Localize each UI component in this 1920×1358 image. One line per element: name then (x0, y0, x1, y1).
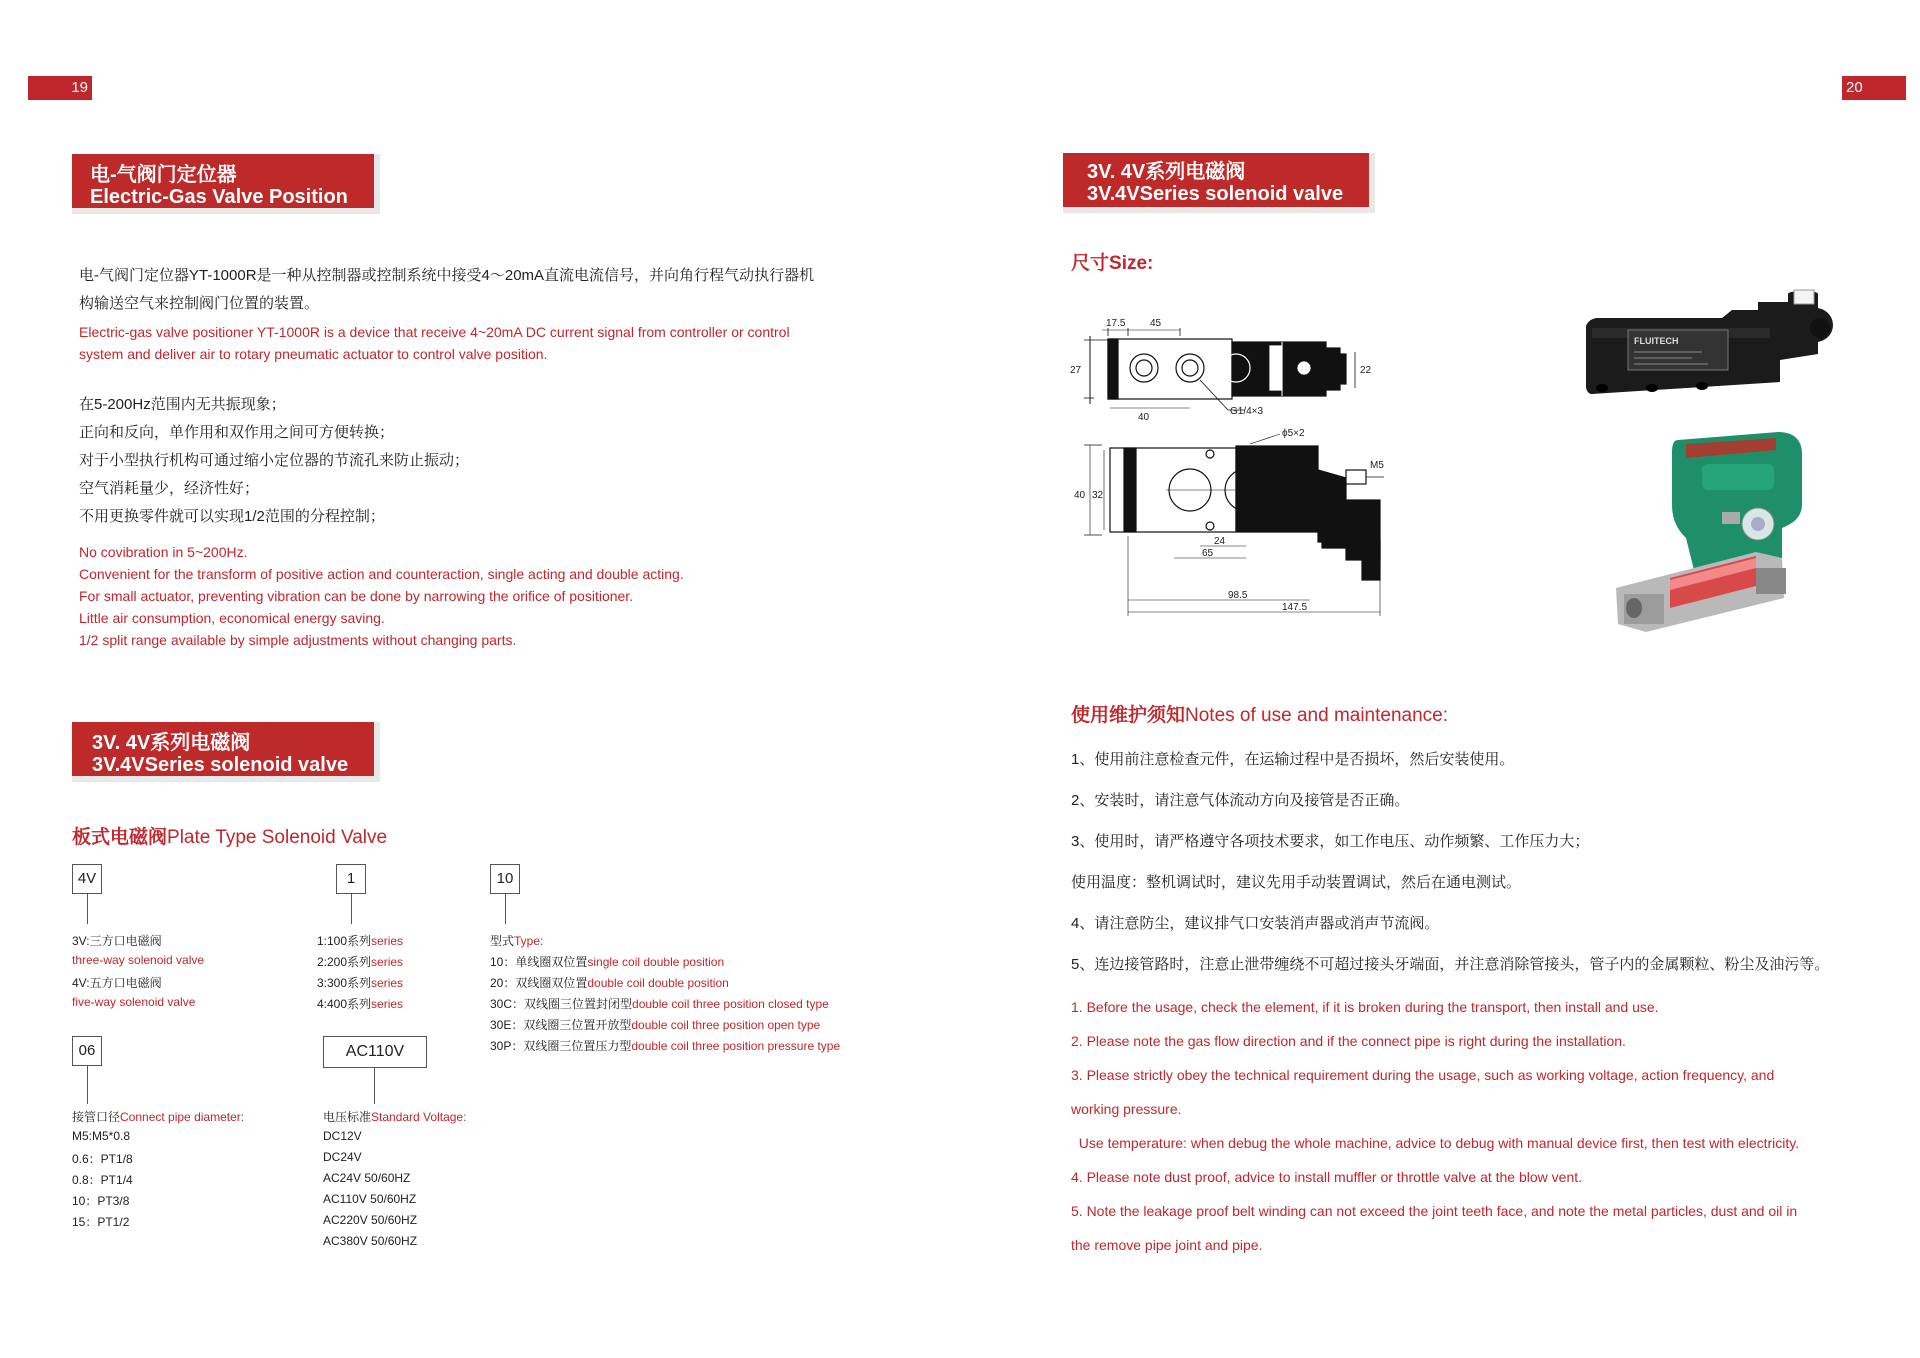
pipe-diameter-title: 接管口径Connect pipe diameter: (72, 1110, 245, 1124)
series-size-item: 1:100系列series (317, 934, 404, 948)
note-en-item: the remove pipe joint and pipe. (1071, 1237, 1263, 1253)
dim-label: 65 (1202, 548, 1214, 559)
dim-label: 45 (1150, 318, 1162, 329)
intro-cn-line: 构输送空气来控制阀门位置的装置。 (79, 295, 320, 312)
note-en-item: 5. Note the leakage proof belt winding can not exceed the joint teeth face, and note the metal particles, dust and oil in (1071, 1203, 1798, 1219)
feature-en-item: For small actuator, preventing vibration can be done by narrowing the orifice of positioner. (79, 588, 634, 604)
feature-en-item: No covibration in 5~200Hz. (79, 544, 248, 560)
feature-cn-item: 对于小型执行机构可通过缩小定位器的节流孔来防止振动； (79, 452, 470, 469)
note-en-item: 2. Please note the gas flow direction and if the connect pipe is right during the installation. (1071, 1033, 1626, 1049)
voltage-item: AC220V 50/60HZ (323, 1213, 418, 1227)
feature-cn-item: 正向和反向，单作用和双作用之间可方便转换； (79, 424, 395, 441)
series-size-item: 4:400系列series (317, 997, 404, 1011)
pipe-diameter-item: 10：PT3/8 (72, 1194, 130, 1208)
feature-en-item: 1/2 split range available by simple adjustments without changing parts. (79, 632, 517, 648)
section-header-electric-gas (72, 154, 380, 214)
notes-title-en: Notes of use and maintenance: (1185, 705, 1449, 726)
valve-type-item: 30C：双线圈三位置封闭型double coil three position closed type (490, 997, 829, 1011)
voltage-item: DC24V (323, 1150, 362, 1164)
valve-type-item: 10：单线圈双位置single coil double position (490, 955, 725, 969)
pipe-diameter-item: 0.6：PT1/8 (72, 1152, 133, 1166)
section-header-solenoid-left (72, 722, 380, 782)
dim-label: ϕ5×2 (1282, 428, 1305, 439)
note-cn-item: 使用温度：整机调试时，建议先用手动装置调试，然后在通电测试。 (1071, 874, 1522, 891)
page-number-left: 19 (28, 76, 92, 100)
note-cn-item: 2、安装时，请注意气体流动方向及接管是否正确。 (1071, 792, 1410, 809)
note-en-item: 1. Before the usage, check the element, if it is broken during the transport, then install and use. (1071, 999, 1659, 1015)
valve-type-title: 型式Type: (490, 934, 544, 948)
dimension-drawing (1070, 310, 1490, 620)
pipe-diameter-item: M5:M5*0.8 (72, 1129, 131, 1143)
dim-label: 22 (1360, 365, 1372, 376)
series-size-item: 2:200系列series (317, 955, 404, 969)
feature-en-item: Convenient for the transform of positive action and counteraction, single acting and double acting. (79, 566, 684, 582)
intro-en-line: Electric-gas valve positioner YT-1000R is a device that receive 4~20mA DC current signal from controller or control (79, 324, 790, 340)
dim-label: 40 (1074, 490, 1086, 501)
subtitle-en: Plate Type Solenoid Valve (167, 827, 388, 848)
top-view (1084, 328, 1355, 410)
valve-type-item: 20：双线圈双位置double coil double position (490, 976, 729, 990)
connector-line (87, 894, 88, 924)
dim-label: 32 (1092, 490, 1104, 501)
size-label-en: Size: (1109, 253, 1154, 274)
voltage-item: AC110V 50/60HZ (323, 1192, 417, 1206)
solenoid-valve-green-image (1606, 428, 1826, 640)
series-type-item: 4V:五方口电磁阀 (72, 976, 162, 990)
feature-en-item: Little air consumption, economical energy saving. (79, 610, 385, 626)
connector-line (374, 1068, 375, 1104)
section-header-solenoid-right (1063, 153, 1375, 213)
connector-line (505, 894, 506, 924)
voltage-item: AC24V 50/60HZ (323, 1171, 411, 1185)
section-title-cn: 3V. 4V系列电磁阀 (92, 732, 251, 754)
front-view (1084, 434, 1384, 616)
series-type-item: 3V:三方口电磁阀 (72, 934, 162, 948)
note-en-item: Use temperature: when debug the whole machine, advice to debug with manual device first, then test with electricity. (1071, 1135, 1800, 1151)
voltage-title: 电压标准Standard Voltage: (323, 1110, 467, 1124)
valve-type-item: 30E：双线圈三位置开放型double coil three position open type (490, 1018, 821, 1032)
code-box-valve-type: 10 (490, 864, 520, 894)
voltage-item: DC12V (323, 1129, 362, 1143)
section-title-en: 3V.4VSeries solenoid valve (92, 754, 349, 776)
code-box-pipe-diameter: 06 (72, 1036, 102, 1066)
section-title-cn: 3V. 4V系列电磁阀 (1087, 161, 1246, 183)
intro-en-line: system and deliver air to rotary pneumatic actuator to control valve position. (79, 346, 548, 362)
note-cn-item: 3、使用时，请严格遵守各项技术要求，如工作电压、动作频繁、工作压力大； (1071, 833, 1590, 850)
feature-cn-item: 不用更换零件就可以实现1/2范围的分程控制； (79, 508, 385, 525)
connector-line (87, 1066, 88, 1104)
dim-label: 98.5 (1228, 590, 1248, 601)
note-cn-item: 4、请注意防尘，建议排气口安装消声器或消声节流阀。 (1071, 915, 1440, 932)
note-en-item: working pressure. (1071, 1101, 1182, 1117)
code-box-voltage: AC110V (323, 1036, 427, 1068)
series-type-item: three-way solenoid valve (72, 953, 205, 967)
dim-label: 147.5 (1282, 602, 1308, 613)
note-cn-item: 5、连边接管路时，注意止泄带缠绕不可超过接头牙端面，并注意消除管接头，管子内的金属颗粒、粉尘及油污等。 (1071, 956, 1830, 973)
section-title-en: 3V.4VSeries solenoid valve (1087, 183, 1344, 205)
series-size-item: 3:300系列series (317, 976, 404, 990)
feature-cn-item: 在5-200Hz范围内无共振现象； (79, 396, 286, 413)
solenoid-valve-black-image (1582, 288, 1842, 400)
code-box-series-size: 1 (336, 864, 366, 894)
note-cn-item: 1、使用前注意检查元件，在运输过程中是否损坏，然后安装使用。 (1071, 751, 1515, 768)
plate-type-subtitle (72, 822, 387, 849)
series-type-item: five-way solenoid valve (72, 995, 196, 1009)
valve-brand: FLUITECH (1634, 336, 1679, 346)
dim-label: 17.5 (1106, 318, 1126, 329)
subtitle-cn: 板式电磁阀 (72, 827, 168, 848)
note-en-item: 4. Please note dust proof, advice to install muffler or throttle valve at the blow vent. (1071, 1169, 1583, 1185)
voltage-item: AC380V 50/60HZ (323, 1234, 418, 1248)
connector-line (351, 894, 352, 924)
valve-type-item: 30P：双线圈三位置压力型double coil three position pressure type (490, 1039, 841, 1053)
page-number-right: 20 (1842, 76, 1906, 100)
size-label-cn: 尺寸 (1071, 253, 1110, 274)
dim-label: M5 (1370, 460, 1384, 471)
intro-cn-line: 电-气阀门定位器YT-1000R是一种从控制器或控制系统中接受4～20mA直流电流信号，并向角行程气动执行器机 (79, 267, 815, 284)
size-label (1071, 248, 1153, 275)
dim-label: 24 (1214, 536, 1226, 547)
section-title-en: Electric-Gas Valve Position (90, 186, 348, 208)
pipe-diameter-item: 0.8：PT1/4 (72, 1173, 133, 1187)
feature-cn-item: 空气消耗量少，经济性好； (79, 480, 260, 497)
dim-label: 27 (1070, 365, 1082, 376)
code-box-series-type: 4V (72, 864, 102, 894)
notes-title-cn: 使用维护须知 (1071, 705, 1186, 726)
note-en-item: 3. Please strictly obey the technical requirement during the usage, such as working voltage, action frequency, and (1071, 1067, 1775, 1083)
pipe-diameter-item: 15：PT1/2 (72, 1215, 130, 1229)
dim-label: G1/4×3 (1230, 406, 1264, 417)
dim-label: 40 (1138, 412, 1150, 423)
notes-title (1071, 700, 1448, 727)
section-title-cn: 电-气阀门定位器 (90, 164, 237, 186)
